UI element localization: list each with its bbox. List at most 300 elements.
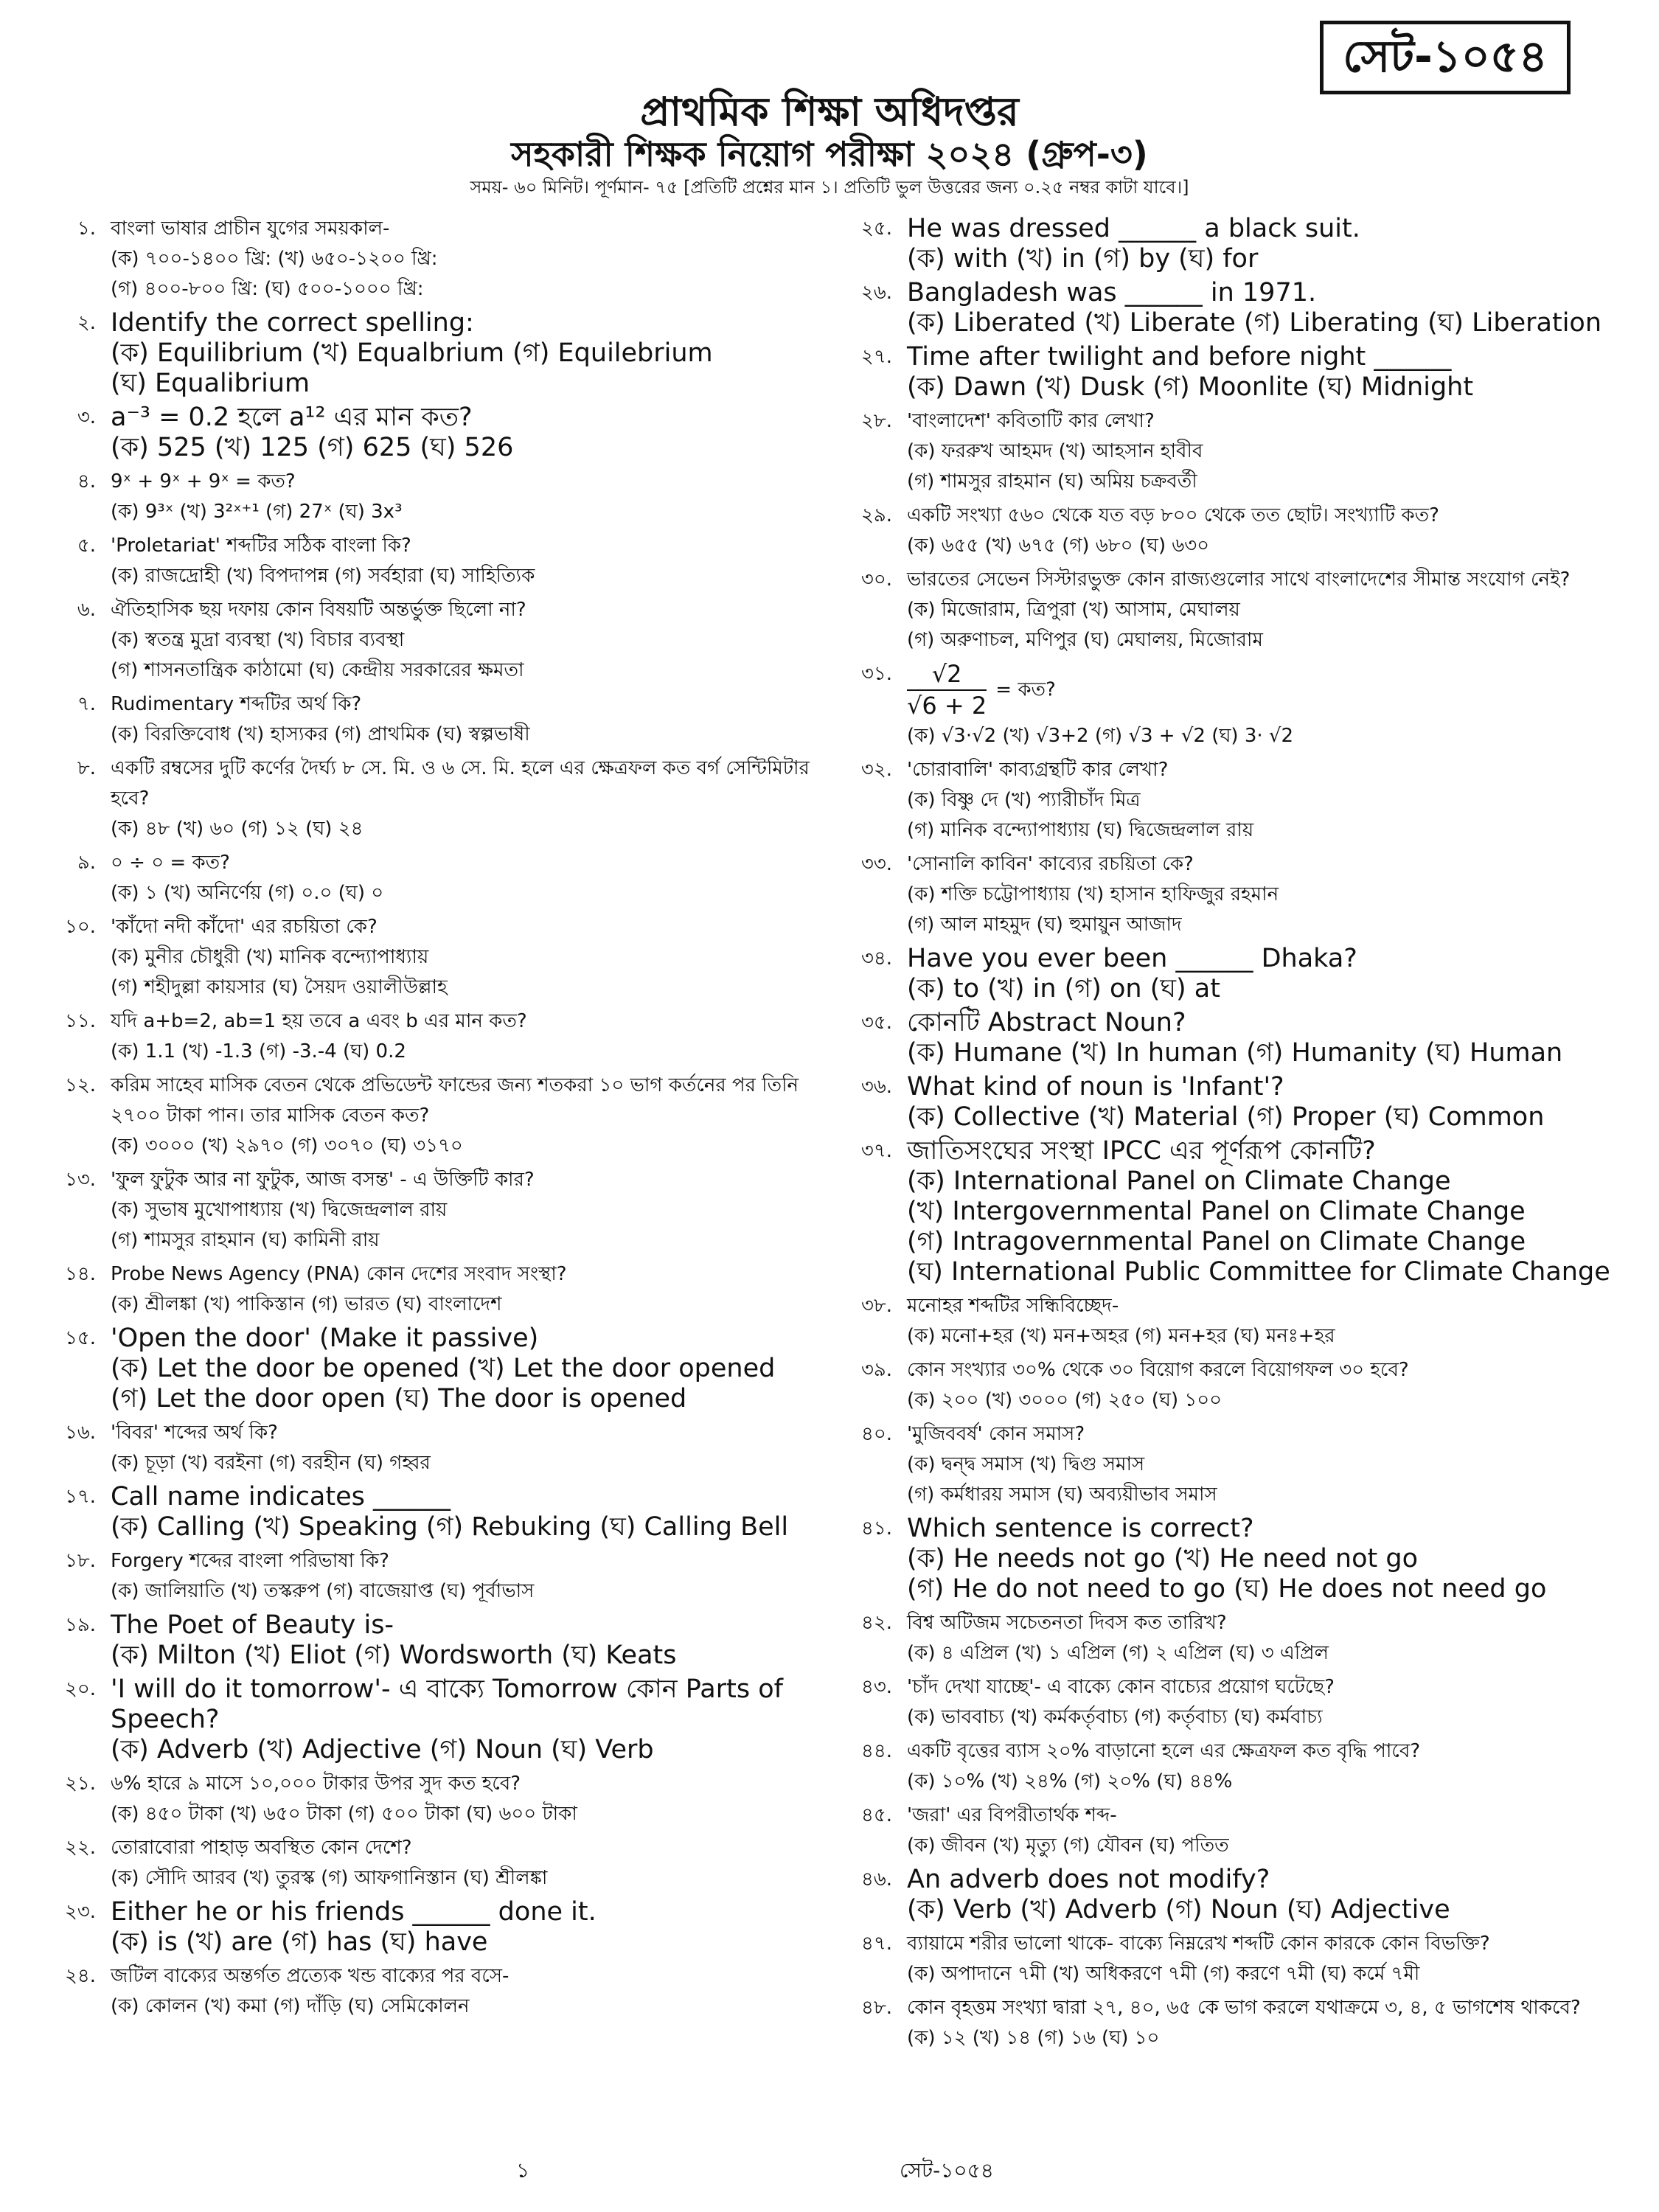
answer-options <box>907 2023 1622 2053</box>
question-item <box>44 1418 841 1478</box>
question-text <box>907 1865 1622 1895</box>
answer-option-line: (খ) Intergovernmental Panel on Climate Change <box>907 1197 1526 1226</box>
question-stem: 'চোরাবালি' কাব্যগ্রন্থটি কার লেখা? <box>907 759 1169 781</box>
question-stem: What kind of noun is 'Infant'? <box>907 1072 1284 1102</box>
answer-options <box>907 1638 1622 1669</box>
answer-option-line: (গ) মানিক বন্দ্যোপাধ্যায় (ঘ) দ্বিজেন্দ্রলাল রায় <box>907 819 1254 841</box>
answer-option-line: (ক) Calling (খ) Speaking (গ) Rebuking (ঘ) Calling Bell <box>111 1512 789 1542</box>
question-number: ৪৪. <box>860 1740 892 1762</box>
question-text <box>111 1961 841 1992</box>
question-stem: ০ ÷ ০ = কত? <box>111 852 230 874</box>
answer-option-line: (গ) শাসনতান্ত্রিক কাঠামো (ঘ) কেন্দ্রীয় সরকারের ক্ষমতা <box>111 659 524 681</box>
question-text <box>907 1929 1622 1959</box>
answer-options <box>907 785 1622 846</box>
answer-options <box>111 1799 841 1829</box>
answer-options <box>907 1895 1622 1925</box>
question-number: ১১. <box>64 1010 96 1032</box>
question-number: ১. <box>77 218 96 240</box>
question-stem: 'I will do it tomorrow'- এ বাক্যে Tomorrow কোন Parts of Speech? <box>111 1674 783 1734</box>
answer-option-line: (ক) ৬৫৫ (খ) ৬৭৫ (গ) ৬৮০ (ঘ) ৬৩০ <box>907 535 1210 557</box>
answer-option-line: (ঘ) International Public Committee for Climate Change <box>907 1257 1610 1287</box>
question-number: ১৫. <box>64 1327 96 1349</box>
answer-option-line: (গ) He do not need to go (ঘ) He does not need go <box>907 1574 1547 1604</box>
question-text <box>907 1136 1622 1166</box>
answer-options <box>111 942 841 1003</box>
question-text <box>907 278 1622 308</box>
question-item <box>44 1165 841 1256</box>
answer-options <box>907 1959 1622 1989</box>
question-number: ২৭. <box>860 346 892 368</box>
question-number: ১৩. <box>64 1169 96 1191</box>
answer-option-line: (ক) মনো+হর (খ) মন+অহর (গ) মন+হর (ঘ) মনঃ+হর <box>907 1325 1335 1347</box>
answer-option-line: (ক) Liberated (খ) Liberate (গ) Liberating (ঘ) Liberation <box>907 308 1602 338</box>
question-text <box>907 1291 1622 1321</box>
answer-options <box>907 1321 1622 1352</box>
question-number: ১২. <box>64 1074 96 1096</box>
question-item <box>841 1291 1622 1352</box>
page-subtitle: সহকারী শিক্ষক নিয়োগ পরীক্ষা ২০২৪ (গ্রুপ-৩) <box>511 134 1148 174</box>
question-item <box>44 1006 841 1067</box>
question-number: ৪৭. <box>860 1933 892 1955</box>
answer-option-line: (ক) Let the door be opened (খ) Let the door opened <box>111 1354 776 1383</box>
answer-option-line: (গ) শামসুর রাহমান (ঘ) অমিয় চক্রবর্তী <box>907 470 1197 493</box>
question-item <box>44 754 841 844</box>
question-stem: ঐতিহাসিক ছয় দফায় কোন বিষয়টি অন্তর্ভুক্ত ছিলো না? <box>111 599 526 621</box>
question-item <box>841 1736 1622 1797</box>
question-stem: He was dressed ______ a black suit. <box>907 214 1360 243</box>
question-number: ৩১. <box>860 663 892 685</box>
question-text <box>907 1072 1622 1102</box>
answer-option-line: (ক) Equilibrium (খ) Equalbrium (গ) Equilebrium <box>111 338 713 368</box>
answer-options <box>111 1290 841 1320</box>
question-stem: জাতিসংঘের সংস্থা IPCC এর পূর্ণরূপ কোনটি? <box>907 1136 1376 1166</box>
answer-option-line: (ক) বিরক্তিবোধ (খ) হাস্যকর (গ) প্রাথমিক (ঘ) স্বল্পভাষী <box>111 723 530 745</box>
question-item <box>841 659 1622 751</box>
question-text <box>111 595 841 625</box>
question-number: ৪৫. <box>860 1804 892 1826</box>
answer-options <box>907 244 1622 274</box>
answer-options <box>111 1195 841 1256</box>
question-stem: ৬% হারে ৯ মাসে ১০,০০০ টাকার উপর সুদ কত হবে? <box>111 1773 521 1795</box>
question-text <box>111 1897 841 1927</box>
answer-option-line: (গ) শহীদুল্লা কায়সার (ঘ) সৈয়দ ওয়ালীউল্লাহ <box>111 976 448 998</box>
question-item <box>44 1674 841 1765</box>
answer-options <box>111 433 841 463</box>
answer-option-line: (ক) চূড়া (খ) বরইনা (গ) বরহীন (ঘ) গহ্বর <box>111 1452 431 1474</box>
question-text <box>111 403 841 433</box>
question-stem: 'সোনালি কাবিন' কাব্যের রচয়িতা কে? <box>907 853 1194 875</box>
question-item <box>841 849 1622 940</box>
question-text <box>111 1769 841 1799</box>
question-text <box>111 1833 841 1863</box>
answer-option-line: (ক) দ্বন্দ্ব সমাস (খ) দ্বিগু সমাস <box>907 1453 1145 1475</box>
question-item <box>841 755 1622 846</box>
question-stem: Rudimentary শব্দটির অর্থ কি? <box>111 693 362 715</box>
question-item <box>841 342 1622 403</box>
question-number: ২২. <box>64 1837 96 1859</box>
question-stem: Time after twilight and before night ______ <box>907 342 1452 372</box>
question-text <box>907 214 1622 244</box>
answer-options <box>907 721 1622 751</box>
question-stem: কোনটি Abstract Noun? <box>907 1008 1186 1037</box>
answer-options <box>907 1102 1622 1133</box>
question-number: ৪১. <box>860 1517 892 1540</box>
question-stem: Call name indicates ______ <box>111 1482 451 1512</box>
question-text <box>907 755 1622 785</box>
question-number: ১৮. <box>64 1550 96 1572</box>
question-item <box>44 403 841 463</box>
answer-options <box>111 244 841 305</box>
answer-option-line: (ক) 9³ˣ (খ) 3²ˣ⁺¹ (গ) 27ˣ (ঘ) 3x³ <box>111 501 403 523</box>
question-item <box>841 1355 1622 1416</box>
question-stem: Probe News Agency (PNA) কোন দেশের সংবাদ সংস্থা? <box>111 1263 567 1285</box>
question-number: ২০. <box>64 1678 96 1700</box>
question-number: ৪০. <box>860 1423 892 1445</box>
answer-options <box>907 974 1622 1004</box>
answer-option-line: (ক) রাজদ্রোহী (খ) বিপদাপন্ন (গ) সর্বহারা (ঘ) সাহিত্যিক <box>111 565 535 587</box>
fraction <box>907 659 987 721</box>
answer-option-line: (ক) জীবন (খ) মৃত্যু (গ) যৌবন (ঘ) পতিত <box>907 1834 1229 1857</box>
question-stem: a⁻³ = 0.2 হলে a¹² এর মান কত? <box>111 403 473 432</box>
question-item <box>44 1071 841 1161</box>
question-number: ৩০. <box>860 568 892 591</box>
question-item <box>841 1136 1622 1287</box>
answer-option-line: (ক) জালিয়াতি (খ) তস্করুপ (গ) বাজেয়াপ্ত (ঘ) পূর্বাভাস <box>111 1580 535 1602</box>
answer-option-line: (গ) শামসুর রাহমান (ঘ) কামিনী রায় <box>111 1229 380 1251</box>
page-number: ১ <box>516 2158 530 2183</box>
question-number: ৩৯. <box>860 1359 892 1381</box>
question-stem: কোন সংখ্যার ৩০% থেকে ৩০ বিয়োগ করলে বিয়োগফল ৩০ হবে? <box>907 1359 1409 1381</box>
question-item <box>841 1865 1622 1925</box>
question-stem: ভারতের সেভেন সিস্টারভুক্ত কোন রাজ্যগুলোর সাথে বাংলাদেশের সীমান্ত সংযোগ নেই? <box>907 568 1571 591</box>
question-item <box>44 531 841 591</box>
answer-option-line: (গ) কর্মধারয় সমাস (ঘ) অব্যয়ীভাব সমাস <box>907 1484 1217 1506</box>
question-stem: 'জরা' এর বিপরীতার্থক শব্দ- <box>907 1804 1117 1826</box>
question-text <box>111 1006 841 1037</box>
right-question-column <box>841 214 1622 2057</box>
answer-options <box>111 1037 841 1067</box>
answer-option-line: (গ) Intragovernmental Panel on Climate Change <box>907 1227 1526 1256</box>
answer-options <box>111 1992 841 2022</box>
question-stem: জটিল বাক্যের অন্তর্গত প্রত্যেক খন্ড বাক্যের পর বসে- <box>111 1965 509 1987</box>
answer-options <box>111 878 841 908</box>
answer-options <box>907 437 1622 497</box>
question-stem: = কত? <box>995 678 1056 701</box>
answer-options <box>111 1512 841 1543</box>
question-number: ৩৫. <box>860 1012 892 1034</box>
question-text <box>111 531 841 561</box>
answer-options <box>907 1166 1622 1287</box>
question-stem: 'Open the door' (Make it passive) <box>111 1324 539 1353</box>
question-text <box>111 1165 841 1195</box>
fraction-denominator: √6 + 2 <box>907 692 987 720</box>
question-text <box>907 1514 1622 1544</box>
question-number: ৩৪. <box>860 947 892 970</box>
question-item <box>44 1610 841 1671</box>
question-number: ৮. <box>77 757 96 779</box>
answer-options <box>907 595 1622 655</box>
question-number: ৪৬. <box>860 1868 892 1891</box>
question-item <box>841 1993 1622 2053</box>
answer-option-line: (ক) কোলন (খ) কমা (গ) দাঁড়ি (ঘ) সেমিকোলন <box>111 1995 470 2017</box>
question-text <box>111 1418 841 1448</box>
question-item <box>841 278 1622 338</box>
answer-option-line: (ক) Dawn (খ) Dusk (গ) Moonlite (ঘ) Midnight <box>907 372 1474 402</box>
question-text <box>111 467 841 497</box>
question-number: ৪২. <box>860 1612 892 1634</box>
answer-option-line: (ক) ৩০০০ (খ) ২৯৭০ (গ) ৩০৭০ (ঘ) ৩১৭০ <box>111 1135 463 1157</box>
answer-options <box>907 1767 1622 1797</box>
question-item <box>841 944 1622 1004</box>
question-item <box>44 595 841 686</box>
answer-options <box>111 1641 841 1671</box>
answer-options <box>111 338 841 399</box>
answer-option-line: (ক) Adverb (খ) Adjective (গ) Noun (ঘ) Verb <box>111 1735 654 1764</box>
question-number: ৫. <box>77 535 96 557</box>
question-text <box>907 1736 1622 1767</box>
answer-option-line: (ক) সুভাষ মুখোপাধ্যায় (খ) দ্বিজেন্দ্রলাল রায় <box>111 1199 448 1221</box>
set-label-box: সেট-১০৫৪ <box>1320 21 1571 94</box>
question-number: ২১. <box>64 1773 96 1795</box>
answer-options <box>111 1448 841 1478</box>
question-number: ৩৭. <box>860 1140 892 1162</box>
question-item <box>841 1801 1622 1861</box>
answer-option-line: (ক) ফররুখ আহমদ (খ) আহসান হাবীব <box>907 440 1203 462</box>
question-number: ৩২. <box>860 759 892 781</box>
question-text <box>111 308 841 338</box>
question-text <box>907 849 1622 880</box>
question-number: ৩. <box>77 406 96 428</box>
question-item <box>841 1929 1622 1989</box>
question-number: ৩৩. <box>860 853 892 875</box>
answer-options <box>907 372 1622 403</box>
answer-option-line: (ক) ৪৮ (খ) ৬০ (গ) ১২ (ঘ) ২৪ <box>111 818 364 840</box>
question-item <box>44 912 841 1003</box>
answer-options <box>907 1831 1622 1861</box>
question-number: ২. <box>77 312 96 334</box>
question-text <box>907 1608 1622 1638</box>
question-item <box>44 308 841 399</box>
answer-options <box>907 531 1622 561</box>
answer-option-line: (ক) 525 (খ) 125 (গ) 625 (ঘ) 526 <box>111 433 514 462</box>
question-stem: 9ˣ + 9ˣ + 9ˣ = কত? <box>111 470 296 493</box>
answer-option-line: (ক) সৌদি আরব (খ) তুরস্ক (গ) আফগানিস্তান (ঘ) শ্রীলঙ্কা <box>111 1867 548 1889</box>
page-title: প্রাথমিক শিক্ষা অধিদপ্তর <box>640 88 1019 135</box>
question-stem: 'চাঁদ দেখা যাচ্ছে'- এ বাক্যে কোন বাচ্যের প্রয়োগ ঘটেছে? <box>907 1676 1335 1698</box>
question-item <box>44 1897 841 1958</box>
question-item <box>44 1769 841 1829</box>
answer-option-line: (ক) ৭০০-১৪০০ খ্রি: (খ) ৬৫০-১২০০ খ্রি: <box>111 248 438 270</box>
question-text <box>907 1801 1622 1831</box>
question-text <box>907 1008 1622 1038</box>
question-item <box>841 1514 1622 1604</box>
answer-options <box>111 1927 841 1958</box>
question-stem: একটি রম্বসের দুটি কর্ণের দৈর্ঘ্য ৮ সে. মি. ও ৬ সে. মি. হলে এর ক্ষেত্রফল কত বর্গ সেন্টিমিটার হবে? <box>111 757 810 810</box>
question-stem: Bangladesh was ______ in 1971. <box>907 278 1317 307</box>
question-item <box>841 501 1622 561</box>
question-item <box>841 214 1622 274</box>
question-stem: 'বাংলাদেশ' কবিতাটি কার লেখা? <box>907 410 1155 432</box>
question-stem: Either he or his friends ______ done it. <box>111 1897 597 1927</box>
question-number: ১০. <box>64 916 96 938</box>
question-stem: Have you ever been ______ Dhaka? <box>907 944 1357 973</box>
question-item <box>841 1608 1622 1669</box>
question-text <box>907 1355 1622 1385</box>
exam-instructions: সময়- ৬০ মিনিট। পূর্ণমান- ৭৫ [প্রতিটি প্রশ্নের মান ১। প্রতিটি ভুল উত্তরের জন্য ০.২৫ নম্বর কাটা যাবে।] <box>470 177 1189 198</box>
answer-options <box>111 1863 841 1893</box>
answer-option-line: (ক) ১ (খ) অনির্ণেয় (গ) ০.০ (ঘ) ০ <box>111 882 384 904</box>
question-text <box>111 1324 841 1354</box>
question-number: ১৭. <box>64 1486 96 1508</box>
question-text <box>111 1674 841 1735</box>
question-text <box>907 1419 1622 1450</box>
answer-option-line: (গ) ৪০০-৮০০ খ্রি: (ঘ) ৫০০-১০০০ খ্রি: <box>111 278 424 300</box>
question-text <box>111 1610 841 1641</box>
question-item <box>44 1482 841 1543</box>
question-number: ২৪. <box>64 1965 96 1987</box>
question-item <box>841 1008 1622 1068</box>
question-stem: একটি বৃত্তের ব্যাস ২০% বাড়ানো হলে এর ক্ষেত্রফল কত বৃদ্ধি পাবে? <box>907 1740 1421 1762</box>
left-question-column <box>44 214 841 2025</box>
question-number: ৪. <box>77 470 96 493</box>
question-item <box>44 1833 841 1893</box>
question-number: ১৪. <box>64 1263 96 1285</box>
question-text <box>907 1672 1622 1703</box>
question-stem: কোন বৃহত্তম সংখ্যা দ্বারা ২৭, ৪০, ৬৫ কে ভাগ করলে যথাক্রমে ৩, ৪, ৫ ভাগশেষ থাকবে? <box>907 1997 1581 2019</box>
question-stem: তোরাবোরা পাহাড় অবস্থিত কোন দেশে? <box>111 1837 412 1859</box>
question-text <box>907 565 1622 595</box>
answer-option-line: (ক) Collective (খ) Material (গ) Proper (ঘ) Common <box>907 1102 1545 1132</box>
answer-option-line: (গ) Let the door open (ঘ) The door is opened <box>111 1384 687 1413</box>
question-text <box>111 1259 841 1290</box>
question-text <box>111 1071 841 1131</box>
question-stem: 'Proletariat' শব্দটির সঠিক বাংলা কি? <box>111 535 411 557</box>
question-text <box>907 1993 1622 2023</box>
answer-options <box>111 1576 841 1607</box>
question-stem: The Poet of Beauty is- <box>111 1610 394 1640</box>
question-item <box>44 1324 841 1414</box>
footer-set-label: সেট-১০৫৪ <box>900 2158 994 2183</box>
answer-options <box>907 308 1622 338</box>
answer-option-line: (ক) ১২ (খ) ১৪ (গ) ১৬ (ঘ) ১০ <box>907 2027 1160 2049</box>
answer-option-line: (ক) ১০% (খ) ২৪% (গ) ২০% (ঘ) ৪৪% <box>907 1770 1233 1792</box>
question-stem: করিম সাহেব মাসিক বেতন থেকে প্রভিডেন্ট ফান্ডের জন্য শতকরা ১০ ভাগ কর্তনের পর তিনি ২৭০০ টাকা পান। তার মাসিক বেতন কত? <box>111 1074 799 1127</box>
answer-option-line: (ক) অপাদানে ৭মী (খ) অধিকরণে ৭মী (গ) করণে ৭মী (ঘ) কর্মে ৭মী <box>907 1963 1420 1985</box>
answer-option-line: (ক) to (খ) in (গ) on (ঘ) at <box>907 974 1220 1004</box>
answer-option-line: (ক) with (খ) in (গ) by (ঘ) for <box>907 244 1259 274</box>
question-item <box>841 1672 1622 1733</box>
question-number: ৩৬. <box>860 1076 892 1098</box>
question-stem: 'ফুল ফুটুক আর না ফুটুক, আজ বসন্ত' - এ উক্তিটি কার? <box>111 1169 535 1191</box>
answer-options <box>111 497 841 527</box>
answer-options <box>111 1735 841 1765</box>
question-number: ৬. <box>77 599 96 621</box>
question-number: ২৬. <box>860 282 892 304</box>
question-text <box>111 1482 841 1512</box>
answer-option-line: (ঘ) Equalibrium <box>111 369 310 398</box>
answer-option-line: (গ) অরুণাচল, মণিপুর (ঘ) মেঘালয়, মিজোরাম <box>907 629 1263 651</box>
answer-option-line: (ক) Humane (খ) In human (গ) Humanity (ঘ) Human <box>907 1038 1563 1068</box>
answer-options <box>111 1131 841 1161</box>
question-item <box>44 1961 841 2022</box>
answer-options <box>111 625 841 686</box>
question-item <box>841 406 1622 497</box>
question-text <box>111 912 841 942</box>
answer-option-line: (ক) বিষ্ণু দে (খ) প্যারীচাঁদ মিত্র <box>907 789 1141 811</box>
question-item <box>44 214 841 305</box>
question-text <box>111 1546 841 1576</box>
question-item <box>44 689 841 750</box>
question-stem: Forgery শব্দের বাংলা পরিভাষা কি? <box>111 1550 389 1572</box>
answer-option-line: (ক) মিজোরাম, ত্রিপুরা (খ) আসাম, মেঘালয় <box>907 599 1240 621</box>
answer-option-line: (ক) স্বতন্ত্র মুদ্রা ব্যবস্থা (খ) বিচার ব্যবস্থা <box>111 629 405 651</box>
question-stem: 'বিবর' শব্দের অর্থ কি? <box>111 1422 278 1444</box>
question-item <box>44 1259 841 1320</box>
question-number: ৭. <box>77 693 96 715</box>
question-item <box>44 1546 841 1607</box>
answer-option-line: (ক) He needs not go (খ) He need not go <box>907 1544 1418 1573</box>
question-stem: An adverb does not modify? <box>907 1865 1270 1894</box>
fraction-numerator: √2 <box>907 659 987 691</box>
answer-option-line: (ক) International Panel on Climate Change <box>907 1166 1451 1196</box>
answer-option-line: (ক) শক্তি চট্টোপাধ্যায় (খ) হাসান হাফিজুর রহমান <box>907 883 1279 905</box>
answer-options <box>907 880 1622 940</box>
question-item <box>841 565 1622 655</box>
question-item <box>841 1419 1622 1510</box>
question-text <box>907 501 1622 531</box>
question-text <box>111 689 841 720</box>
question-text <box>111 754 841 814</box>
answer-option-line: (ক) Milton (খ) Eliot (গ) Wordsworth (ঘ) Keats <box>111 1641 677 1670</box>
question-number: ৪৮. <box>860 1997 892 2019</box>
answer-options <box>907 1385 1622 1416</box>
answer-option-line: (ক) 1.1 (খ) -1.3 (গ) -3.-4 (ঘ) 0.2 <box>111 1040 406 1062</box>
question-number: ৯. <box>77 852 96 874</box>
answer-options <box>111 720 841 750</box>
question-number: ২৫. <box>860 218 892 240</box>
answer-options <box>111 1354 841 1414</box>
answer-options <box>907 1544 1622 1604</box>
question-number: ১৬. <box>64 1422 96 1444</box>
question-item <box>44 467 841 527</box>
question-number: ২৮. <box>860 410 892 432</box>
question-item <box>841 1072 1622 1133</box>
question-text <box>907 406 1622 437</box>
question-stem: বিশ্ব অটিজম সচেতনতা দিবস কত তারিখ? <box>907 1612 1227 1634</box>
question-text <box>907 944 1622 974</box>
answer-option-line: (ক) ২০০ (খ) ৩০০০ (গ) ২৫০ (ঘ) ১০০ <box>907 1389 1222 1411</box>
answer-options <box>111 814 841 844</box>
question-stem: 'মুজিববর্ষ' কোন সমাস? <box>907 1423 1085 1445</box>
question-item <box>44 848 841 908</box>
answer-option-line: (ক) Verb (খ) Adverb (গ) Noun (ঘ) Adjective <box>907 1895 1450 1924</box>
question-text <box>111 214 841 244</box>
answer-option-line: (ক) শ্রীলঙ্কা (খ) পাকিস্তান (গ) ভারত (ঘ) বাংলাদেশ <box>111 1293 502 1315</box>
answer-options <box>907 1450 1622 1510</box>
answer-options <box>907 1038 1622 1068</box>
answer-option-line: (ক) মুনীর চৌধুরী (খ) মানিক বন্দ্যোপাধ্যায় <box>111 946 429 968</box>
answer-options <box>907 1703 1622 1733</box>
question-stem: যদি a+b=2, ab=1 হয় তবে a এবং b এর মান কত? <box>111 1010 527 1032</box>
answer-option-line: (ক) √3·√2 (খ) √3+2 (গ) √3 + √2 (ঘ) 3· √2 <box>907 725 1293 747</box>
question-stem: 'কাঁদো নদী কাঁদো' এর রচয়িতা কে? <box>111 916 378 938</box>
question-number: ২৩. <box>64 1901 96 1923</box>
question-stem: একটি সংখ্যা ৫৬০ থেকে যত বড় ৮০০ থেকে তত ছোট। সংখ্যাটি কত? <box>907 504 1439 526</box>
answer-option-line: (ক) is (খ) are (গ) has (ঘ) have <box>111 1927 488 1957</box>
question-stem: Which sentence is correct? <box>907 1514 1254 1543</box>
question-stem: ব্যায়ামে শরীর ভালো থাকে- বাক্যে নিম্নরেখ শব্দটি কোন কারকে কোন বিভক্তি? <box>907 1933 1490 1955</box>
answer-option-line: (ক) ৪৫০ টাকা (খ) ৬৫০ টাকা (গ) ৫০০ টাকা (ঘ) ৬০০ টাকা <box>111 1803 577 1825</box>
